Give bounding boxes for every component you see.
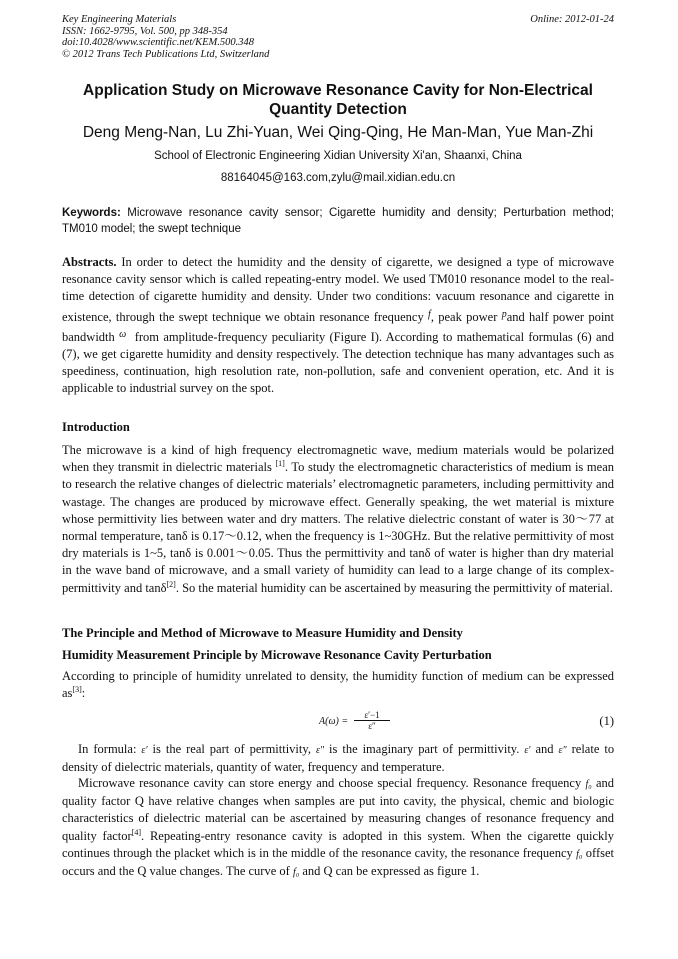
section2-subheading: Humidity Measurement Principle by Microwave Resonance Cavity Perturbation [62,648,492,662]
equation-1 [62,710,614,736]
symbol-omega: ω [119,328,127,340]
affiliation: School of Electronic Engineering Xidian University Xi'an, Shaanxi, China [154,150,522,162]
symbol-f: f [428,308,431,320]
email: 88164045@163.com,zylu@mail.xidian.edu.cn [220,172,456,184]
abstract-label: Abstracts. [62,255,117,269]
equation-number: (1) [599,714,614,728]
abstract: Abstracts. In order to detect the humidity and the density of cigarette, we designed a type of microwave resonance cavity sensor which is called repeating-entry model. We used TM010 resonance model to the real-time detection of cigarette humidity and density. Under two conditions: vacuum resonance and cigarette in existence, through the swept technique we obtain resonance frequency $^f$, peak power $^p$and half power point bandwidth $^\omega$ from amplitude-frequency peculiarity (Figure I). According to mathematical formulas (6) and (7), we get cigarette humidity and density respectively. The detection technique has many advantages such as speediness, continuation, high resolution rate, non-pollution, safe and convenient operation, etc. And it is applicable to industrial survey on the spot. [62,255,615,396]
ref-4: [4] [131,827,142,837]
symbol-eps-real: ε′ [141,745,148,756]
intro-heading: Introduction [62,420,130,434]
equation-lhs: A(ω) = [319,716,349,727]
symbol-p: p [501,308,507,320]
symbol-f0: f₀ [585,779,592,790]
doi: doi:10.4028/www.scientific.net/KEM.500.348 [62,37,254,49]
authors: Deng Meng-Nan, Lu Zhi-Yuan, Wei Qing-Qing, He Man-Man, Yue Man-Zhi [82,124,594,141]
equation-denominator: ε″ [368,721,376,731]
issn: ISSN: 1662-9795, Vol. 500, pp 348-354 [62,25,228,37]
section2-heading: The Principle and Method of Microwave to Measure Humidity and Density [62,626,463,640]
equation-fraction [354,710,390,731]
keywords-text: Microwave resonance cavity sensor; Cigarette humidity and density; Perturbation method; TM010 model; the swept technique [62,207,614,235]
cavity-paragraph: Microwave resonance cavity can store energy and choose special frequency. Resonance frequency f₀ and quality factor Q have relative changes when samples are put into cavity, the physical, chemic and biologic characteristics of dielectric material can be ascertained by measuring changes of resonance frequency and quality factor[4]. Repeating-entry resonance cavity is adopted in this system. When the cigarette quickly continues through the placket which is in the middle of the resonance cavity, the resonance frequency f₀ offset occurs and the Q value changes. The curve of f₀ and Q can be expressed as figure 1. [62,776,615,879]
intro-paragraph: The microwave is a kind of high frequency electromagnetic wave, medium materials would be polarized when they transmit in dielectric materials [1]. To study the electromagnetic characteristics of medium is mean to research the relative changes of dielectric materials’ electromagnetic parameters, including permittivity and wastage. The changes are produced by microwave effect. Generally speaking, the wet material is mixture whose permittivity lies between water and dry matters. The relative dielectric constant of water is 30～77 at normal temperature, tanδ is 0.17～0.12, when the frequency is 1~30GHz. But the relative permittivity of most dry materials is 1~5, tanδ is 0.001～0.05. Thus the permittivity and tanδ of water is higher than dry material in the wave band of microwave, and a small variety of humidity can lead to a large change of its complex-permittivity and tanδ[2]. So the material humidity can be ascertained by measuring the permittivity of material. [62,443,615,595]
section2-paragraph: According to principle of humidity unrelated to density, the humidity function of medium can be expressed as[3]: [62,669,614,701]
symbol-f0-3: f₀ [292,867,300,879]
keywords-label: Keywords: [62,207,121,219]
online-date: Online: 2012-01-24 [530,14,614,25]
ref-1: [1] [275,459,285,469]
symbol-eps-imag: ε″ [315,745,325,756]
header-left [62,14,269,60]
keywords [62,206,614,237]
symbol-eps-real-2: ε′ [524,745,531,756]
equation-numerator: ε′−1 [354,710,390,721]
copyright: © 2012 Trans Tech Publications Ltd, Switzerland [62,48,270,60]
symbol-f0-2: f₀ [576,848,583,860]
paper-title: Application Study on Microwave Resonance Cavity for Non-Electrical Quantity Detection [83,82,593,118]
ref-3: [3] [72,685,82,695]
formula-paragraph: In formula: ε′ is the real part of permittivity, ε″ is the imaginary part of permittivity. ε′ and ε″ relate to density of dielectric materials, quantity of water, frequency and temperature. [62,742,615,775]
journal-name: Key Engineering Materials [62,14,177,25]
ref-2: [2] [166,579,176,589]
symbol-eps-imag-2: ε″ [558,745,567,756]
